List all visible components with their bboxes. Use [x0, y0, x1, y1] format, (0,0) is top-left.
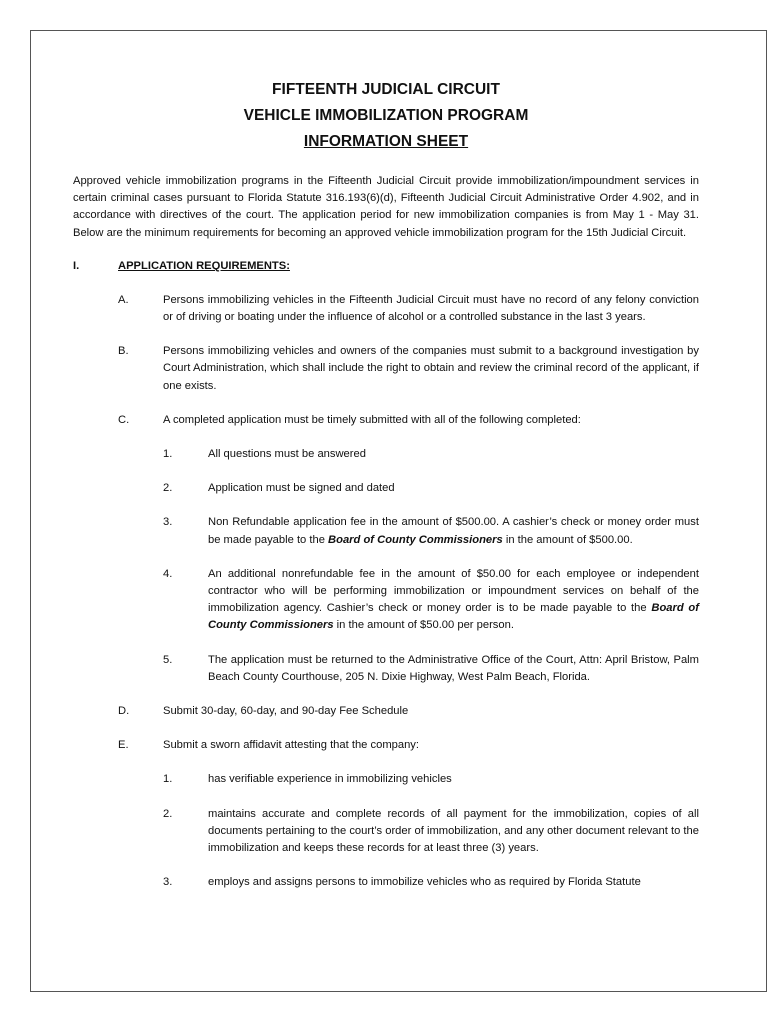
- sub-item-text-pre: An additional nonrefundable fee in the amount of $50.00 for each employee or independent contractor who will be performing immobilization or impoundment services on behalf of the immobilization agency. Cashier’s check or money order is to be made payable to the: [208, 567, 699, 615]
- title-line-2: VEHICLE IMMOBILIZATION PROGRAM: [243, 107, 529, 124]
- requirement-e-item-2: [73, 806, 699, 858]
- sub-item-number: 2.: [163, 482, 173, 495]
- title-line-3-text: INFORMATION SHEET: [303, 133, 469, 150]
- section-application-requirements: [73, 258, 699, 892]
- requirement-letter: D.: [118, 705, 130, 718]
- sub-item-text: has verifiable experience in immobilizing vehicles: [208, 773, 452, 786]
- requirement-text: Persons immobilizing vehicles in the Fifteenth Judicial Circuit must have no record of any felony conviction or of driving or boating under the influence of alcohol or a controlled substance in the last 3 years.: [163, 293, 699, 324]
- sub-item-text: employs and assigns persons to immobilize vehicles who as required by Florida Statute: [208, 876, 641, 889]
- sub-item-number: 1.: [163, 773, 173, 786]
- sub-item-number: 3.: [163, 516, 173, 529]
- requirement-text: Persons immobilizing vehicles and owners of the companies must submit to a background investigation by Court Administration, which shall include the right to obtain and review the criminal record of the applicant, if one exists.: [163, 345, 699, 392]
- document-title: [73, 77, 699, 155]
- requirement-text: Submit a sworn affidavit attesting that the company:: [163, 739, 420, 752]
- section-number: I.: [73, 259, 80, 272]
- requirement-e: [73, 737, 699, 754]
- requirement-c-item-1: [73, 446, 699, 463]
- title-line-3: [73, 129, 699, 155]
- payee-name: Board of County Commissioners: [208, 602, 699, 632]
- requirement-c-item-5: [73, 652, 699, 686]
- requirement-letter: B.: [118, 345, 129, 358]
- section-title: APPLICATION REQUIREMENTS:: [118, 259, 290, 272]
- document-content: [73, 77, 699, 891]
- sub-item-text-post: in the amount of $500.00.: [502, 533, 633, 546]
- requirement-letter: C.: [118, 413, 130, 426]
- requirement-c: [73, 412, 699, 429]
- sub-item-number: 4.: [163, 567, 173, 580]
- intro-paragraph: Approved vehicle immobilization programs in the Fifteenth Judicial Circuit provide immobilization/impoundment services in certain criminal cases pursuant to Florida Statute 316.193(6)(d), Fifteenth Judicial Circuit Administrative Order 4.902, and in accordance with directives of the court. The application period for new immobilization companies is from May 1 - May 31. Below are the minimum requirements for becoming an approved vehicle immobilization program for the 15th Judicial Circuit.: [73, 175, 699, 239]
- sub-item-text-pre: Non Refundable application fee in the amount of $500.00. A cashier’s check or money order must be made payable to the: [208, 516, 699, 546]
- requirement-b: [73, 343, 699, 395]
- document-page: [30, 30, 767, 992]
- requirement-letter: E.: [118, 739, 129, 752]
- sub-item-text: The application must be returned to the Administrative Office of the Court, Attn: April Bristow, Palm Beach County Courthouse, 205 N. Dixie Highway, West Palm Beach, Florida.: [208, 653, 699, 683]
- section-heading: [73, 258, 699, 275]
- sub-item-text-post: in the amount of $50.00 per person.: [333, 619, 514, 632]
- requirement-letter: A.: [118, 293, 129, 306]
- title-line-1: FIFTEENTH JUDICIAL CIRCUIT: [272, 81, 500, 98]
- sub-item-number: 3.: [163, 876, 173, 889]
- sub-item-text: Application must be signed and dated: [208, 482, 395, 495]
- sub-item-text: maintains accurate and complete records of all payment for the immobilization, copies of all documents pertaining to the court’s order of immobilization, and any other document relevant to the immobilization and keeps these records for at least three (3) years.: [208, 807, 699, 855]
- requirement-c-item-4: [73, 566, 699, 635]
- payee-name: Board of County Commissioners: [328, 533, 503, 546]
- sub-item-text: [208, 514, 699, 548]
- requirement-text: Submit 30-day, 60-day, and 90-day Fee Schedule: [163, 705, 409, 718]
- sub-item-text: All questions must be answered: [208, 448, 366, 461]
- sub-item-number: 2.: [163, 807, 173, 820]
- sub-item-text: [208, 566, 699, 635]
- sub-item-number: 5.: [163, 653, 173, 666]
- requirement-e-item-1: [73, 771, 699, 788]
- requirement-c-item-2: [73, 480, 699, 497]
- requirement-c-item-3: [73, 514, 699, 548]
- requirement-d: [73, 703, 699, 720]
- sub-item-number: 1.: [163, 448, 173, 461]
- requirement-e-item-3: [73, 874, 699, 891]
- requirement-text: A completed application must be timely submitted with all of the following completed:: [163, 413, 581, 426]
- requirement-a: [73, 292, 699, 326]
